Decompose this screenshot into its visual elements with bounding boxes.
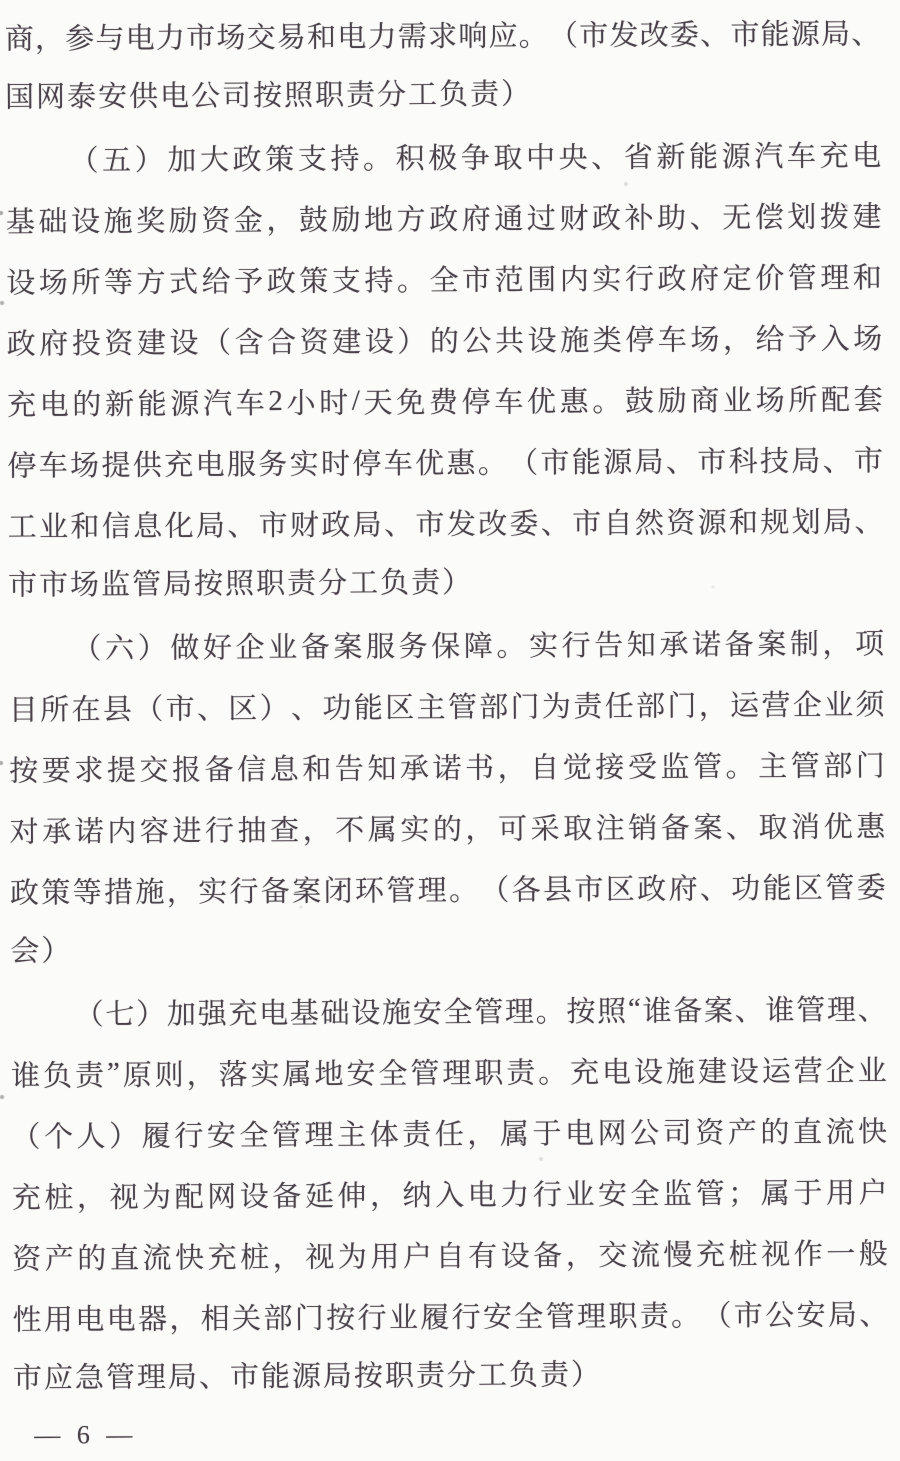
text-line-16: 会）	[10, 935, 73, 968]
scan-noise-speckles	[0, 0, 2, 2]
text-line-8: 停 车 场 提 供 充 电 服 务 实 时 停 车 优 惠 。 （ 市 能 源 局 、 市 科 技 局 、 市	[7, 445, 884, 483]
text-line-14: 对 承 诺 内 容 进 行 抽 查 ， 不 属 实 的 ， 可 采 取 注 销 备 案 、 取 消 优 惠	[9, 811, 886, 849]
text-line-23: 市应急管理局、市能源局按职责分工负责）	[12, 1359, 603, 1395]
page-number: — 6 —	[34, 1419, 138, 1450]
text-line-2: 国网泰安供电公司按照职责分工负责）	[5, 78, 533, 114]
text-line-4: 基 础 设 施 奖 励 资 金 ， 鼓 励 地 方 政 府 通 过 财 政 补 助 、 无 偿 划 拨 建	[5, 201, 882, 239]
text-line-20: 充 桩 ， 视 为 配 网 设 备 延 伸 ， 纳 入 电 力 行 业 安 全 监 管 ； 属 于 用 户	[11, 1177, 888, 1215]
document-text	[5, 1, 890, 1409]
text-line-22: 性 用 电 电 器 ， 相 关 部 门 按 行 业 履 行 安 全 管 理 职 责 。 （ 市 公 安 局 、	[12, 1299, 889, 1337]
text-line-10: 市市场监管局按照职责分工负责）	[8, 566, 474, 602]
text-line-13: 按 要 求 提 交 报 备 信 息 和 告 知 承 诺 书 ， 自 觉 接 受 监 管 。 主 管 部 门	[9, 750, 885, 788]
text-line-18: 谁 负 责 ” 原 则 ， 落 实 属 地 安 全 管 理 职 责 。 充 电 设 施 建 设 运 营 企 业	[11, 1055, 887, 1093]
text-line-17: （ 七 ） 加 强 充 电 基 础 设 施 安 全 管 理 。 按 照 “ 谁 备 案 、 谁 管 理 、	[74, 992, 887, 1032]
text-line-12: 目 所 在 县 （ 市 、 区 ） 、 功 能 区 主 管 部 门 为 责 任 部 门 ， 运 营 企 业 须	[8, 689, 885, 727]
text-line-15: 政 策 等 措 施 ， 实 行 备 案 闭 环 管 理 。 （ 各 县 市 区 政 府 、 功 能 区 管 委	[9, 872, 886, 910]
text-line-9: 工 业 和 信 息 化 局 、 市 财 政 局 、 市 发 改 委 、 市 自 然 资 源 和 规 划 局 、	[7, 506, 884, 544]
text-line-5: 设 场 所 等 方 式 给 予 政 策 支 持 。 全 市 范 围 内 实 行 政 府 定 价 管 理 和	[6, 262, 882, 300]
text-line-1: 商 ， 参 与 电 力 市 场 交 易 和 电 力 需 求 响 应 。 （ 市 发 改 委 、 市 能 源 局 、	[4, 18, 881, 56]
text-line-19: （ 个 人 ） 履 行 安 全 管 理 主 体 责 任 ， 属 于 电 网 公 司 资 产 的 直 流 快	[11, 1116, 888, 1154]
text-line-3: （ 五 ） 加 大 政 策 支 持 。 积 极 争 取 中 央 、 省 新 能 源 汽 车 充 电	[69, 140, 882, 178]
text-line-7: 充 电 的 新 能 源 汽 车 2 小 时 / 天 免 费 停 车 优 惠 。 鼓 励 商 业 场 所 配 套	[6, 384, 883, 422]
text-line-6: 政 府 投 资 建 设 （ 含 合 资 建 设 ） 的 公 共 设 施 类 停 车 场 ， 给 予 入 场	[6, 323, 883, 361]
text-line-11: （ 六 ） 做 好 企 业 备 案 服 务 保 障 。 实 行 告 知 承 诺 备 案 制 ， 项	[72, 628, 885, 666]
text-line-21: 资 产 的 直 流 快 充 桩 ， 视 为 用 户 自 有 设 备 ， 交 流 慢 充 桩 视 作 一 般	[12, 1238, 888, 1276]
